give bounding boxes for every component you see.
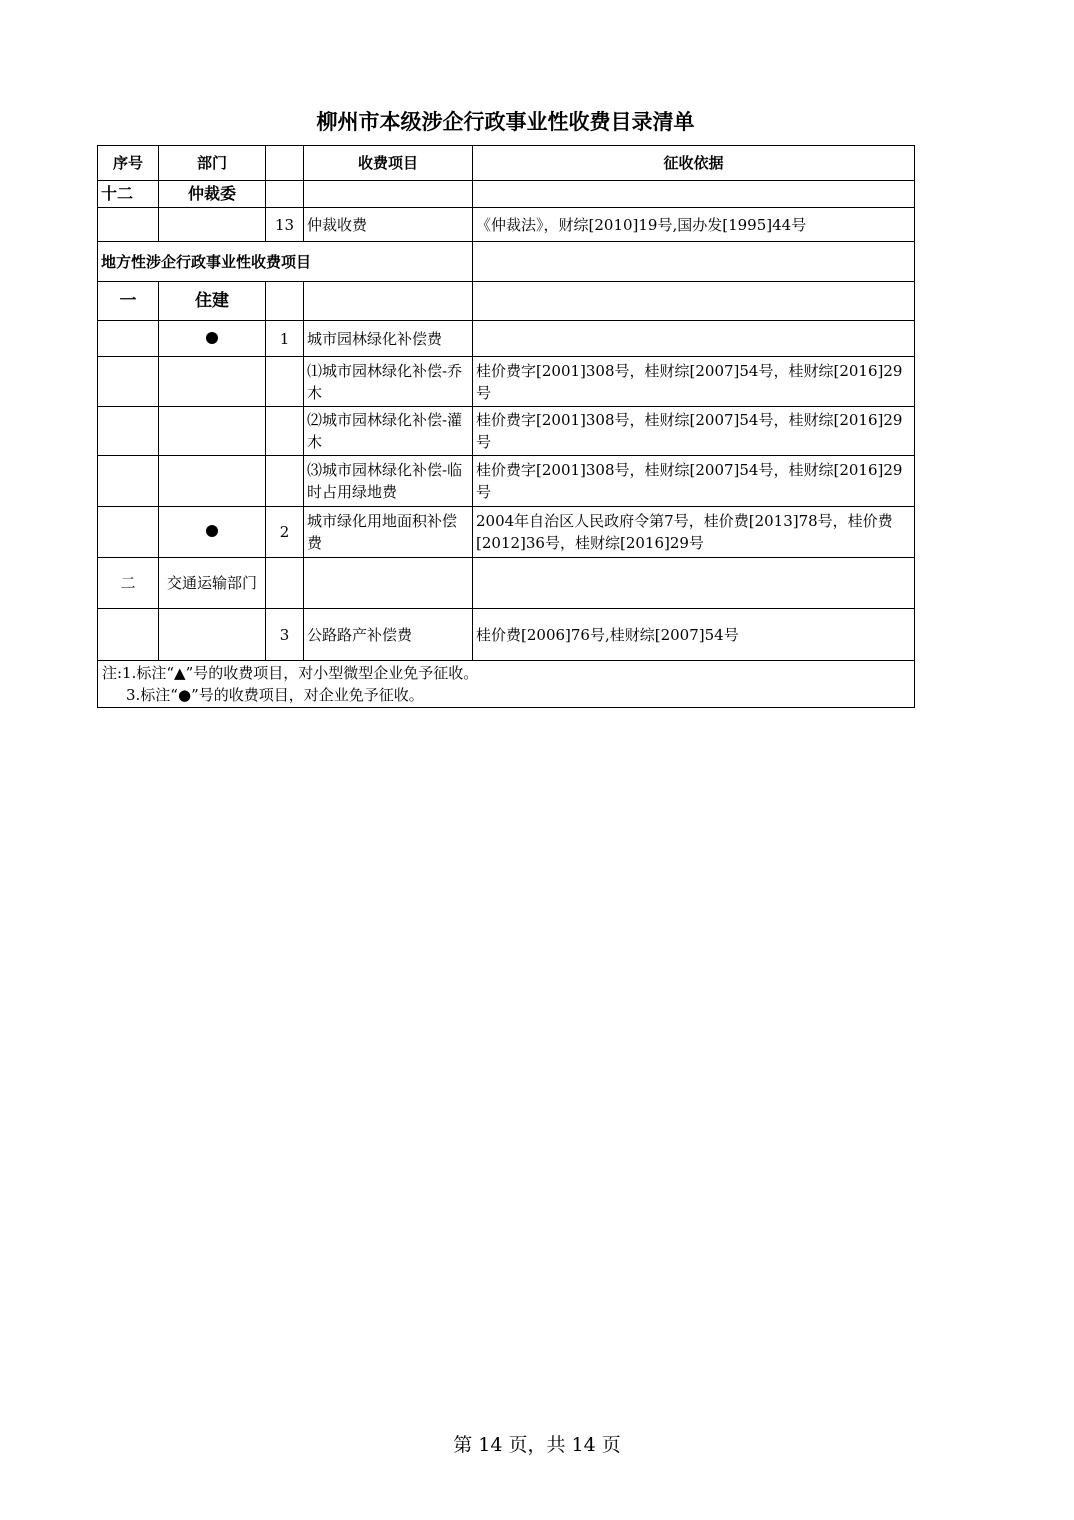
notes-row [98,661,915,708]
fee-basis: 桂价费字[2001]308号，桂财综[2007]54号，桂财综[2016]29号 [473,456,915,507]
row-number: 2 [266,507,304,558]
circle-icon [206,525,218,537]
group-dept: 交通运输部门 [159,558,266,609]
header-dept: 部门 [159,146,266,181]
group-seq: 一 [98,282,159,321]
header-basis: 征收依据 [473,146,915,181]
group-dept: 住建 [159,282,266,321]
table-row [98,181,915,208]
fee-item: 仲裁收费 [304,208,473,242]
header-seq: 序号 [98,146,159,181]
fee-basis: 桂价费[2006]76号,桂财综[2007]54号 [473,609,915,661]
table-row [98,407,915,456]
page-footer: 第 14 页，共 14 页 [453,1434,621,1456]
group-seq: 二 [98,558,159,609]
header-num [266,146,304,181]
group-dept: 仲裁委 [159,181,266,208]
table-row [98,208,915,242]
table-row [98,456,915,507]
row-number: 1 [266,321,304,357]
fee-sub-item: ⑶城市园林绿化补偿-临时占用绿地费 [304,456,473,507]
note-line-1: 注:1.标注“▲”号的收费项目，对小型微型企业免予征收。 [102,664,479,682]
table-row [98,282,915,321]
row-number: 13 [266,208,304,242]
section-title: 地方性涉企行政事业性收费项目 [98,242,473,282]
header-item: 收费项目 [304,146,473,181]
section-row [98,242,915,282]
table-row [98,558,915,609]
fee-basis: 《仲裁法》，财综[2010]19号,国办发[1995]44号 [473,208,915,242]
table-row [98,321,915,357]
table-row [98,609,915,661]
fee-item: 公路路产补偿费 [304,609,473,661]
fee-item: 城市园林绿化补偿费 [304,321,473,357]
page-title: 柳州市本级涉企行政事业性收费目录清单 [316,110,695,134]
group-seq: 十二 [98,181,159,208]
row-number: 3 [266,609,304,661]
table-row [98,357,915,407]
note-line-2: 3.标注“●”号的收费项目，对企业免予征收。 [126,686,424,704]
fee-item: 城市绿化用地面积补偿费 [304,507,473,558]
fee-basis: 桂价费字[2001]308号，桂财综[2007]54号，桂财综[2016]29号 [473,407,915,456]
fee-sub-item: ⑵城市园林绿化补偿-灌木 [304,407,473,456]
table-header-row [98,146,915,181]
fee-sub-item: ⑴城市园林绿化补偿-乔木 [304,357,473,407]
fee-basis: 2004年自治区人民政府令第7号，桂价费[2013]78号，桂价费[2012]36号，桂财综[2016]29号 [473,507,915,558]
table-row [98,507,915,558]
circle-icon [206,332,218,344]
fee-table [97,145,915,708]
fee-basis: 桂价费字[2001]308号，桂财综[2007]54号，桂财综[2016]29号 [473,357,915,407]
